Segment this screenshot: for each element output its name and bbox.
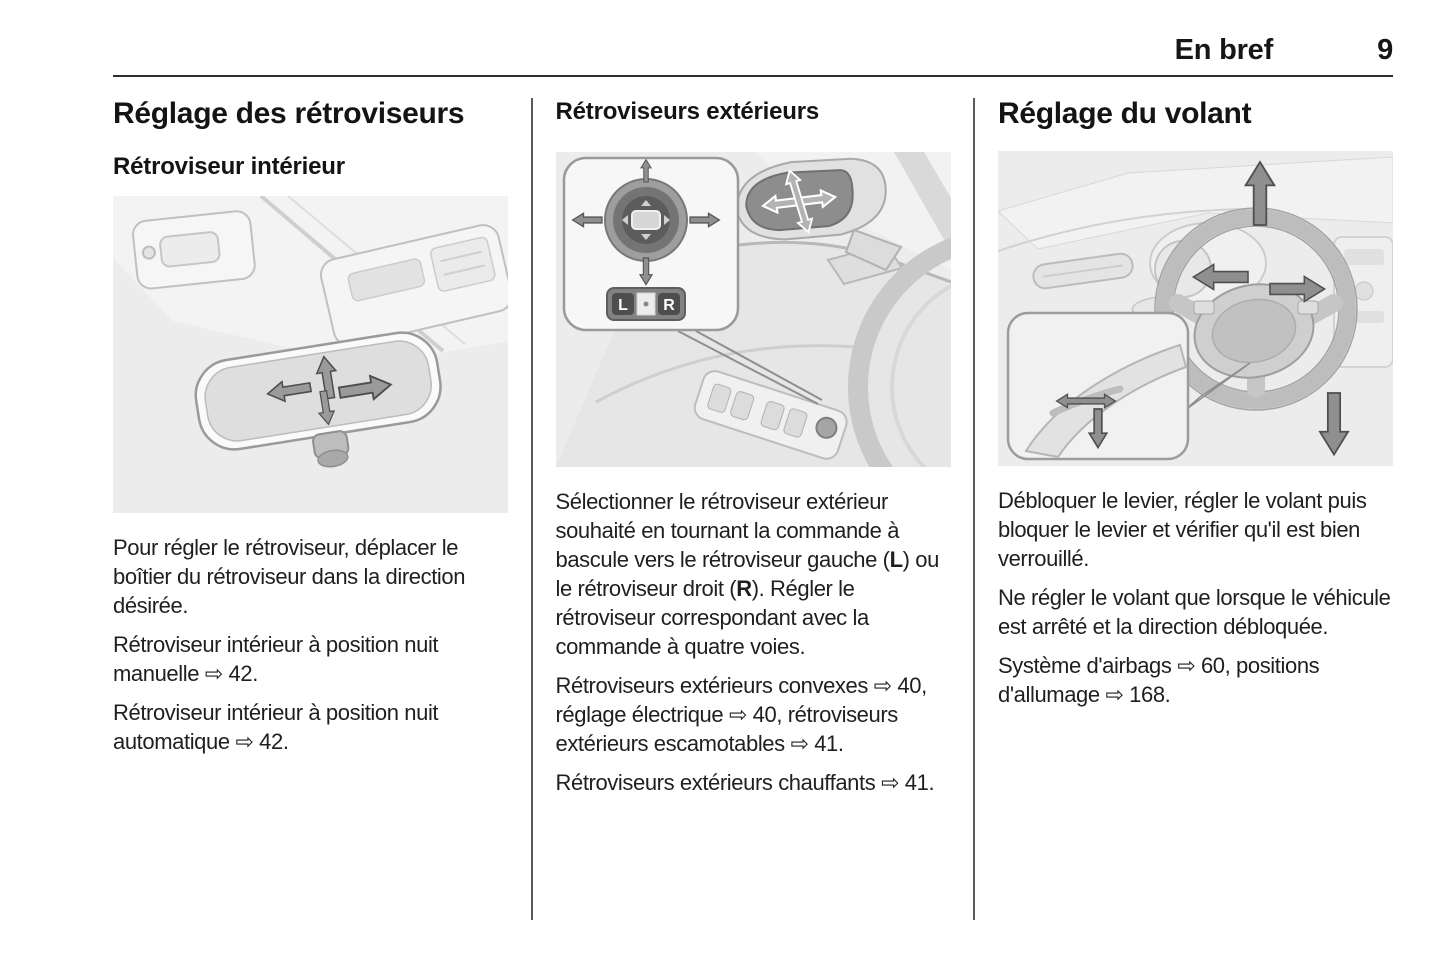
paragraph-night-auto: Rétroviseur intérieur à position nuit automatique ⇨ 42. [113,700,439,754]
column-divider-1 [531,98,533,920]
paragraph-adjust-mirror: Pour régler le rétroviseur, déplacer le boîtier du rétroviseur dans la direction désirée. [113,535,466,618]
paragraph-select-mirror: Sélectionner le rétroviseur extérieur souhaité en tournant la commande à bascule vers le rétroviseur gauche (L) ou le rétroviseur droit (R). Régler le rétroviseur correspondant avec la commande à quatre voies. [555,489,939,659]
section-heading-steering-wheel: Réglage du volant [998,97,1252,130]
column-divider-2 [973,98,975,920]
subsection-heading-exterior-mirrors: Rétroviseurs extérieurs [555,98,820,125]
column-mirror-adjustment [113,96,508,920]
column-steering-wheel [998,96,1393,920]
column-exterior-mirrors [556,96,951,920]
steering-wheel-illustration [998,151,1393,466]
content-columns [113,96,1393,920]
paragraph-airbag-reference: Système d'airbags ⇨ 60, positions d'allumage ⇨ 168. [998,653,1320,707]
steering-wheel-figure [998,151,1393,466]
header-rule [113,75,1393,77]
exterior-mirror-figure [556,152,951,467]
steering-lever-callout [1008,313,1188,459]
interior-mirror-illustration [113,196,508,513]
rocker-right-label: R [662,297,675,314]
page-header [113,34,1393,67]
paragraph-adjust-only-stopped: Ne régler le volant que lorsque le véhicule est arrêté et la direction débloquée. [998,585,1391,639]
header-page-number: 9 [1377,34,1393,66]
section-heading-mirrors: Réglage des rétroviseurs [113,97,465,130]
interior-mirror-figure [113,196,508,513]
paragraph-convex-mirrors: Rétroviseurs extérieurs convexes ⇨ 40, réglage électrique ⇨ 40, rétroviseurs extérieurs escamotables ⇨ 41. [555,673,927,756]
mirror-control-callout [564,158,738,330]
rocker-left-label: L [617,297,628,314]
header-section-title: En bref [1174,34,1274,66]
paragraph-heated-mirrors: Rétroviseurs extérieurs chauffants ⇨ 41. [555,770,935,795]
paragraph-night-manual: Rétroviseur intérieur à position nuit manuelle ⇨ 42. [113,632,439,686]
paragraph-unlock-lever: Débloquer le levier, régler le volant puis bloquer le levier et vérifier qu'il est bien verrouillé. [998,488,1367,571]
exterior-mirror-illustration [556,152,951,467]
sun-visor [132,210,256,290]
subsection-heading-interior-mirror: Rétroviseur intérieur [113,153,345,180]
